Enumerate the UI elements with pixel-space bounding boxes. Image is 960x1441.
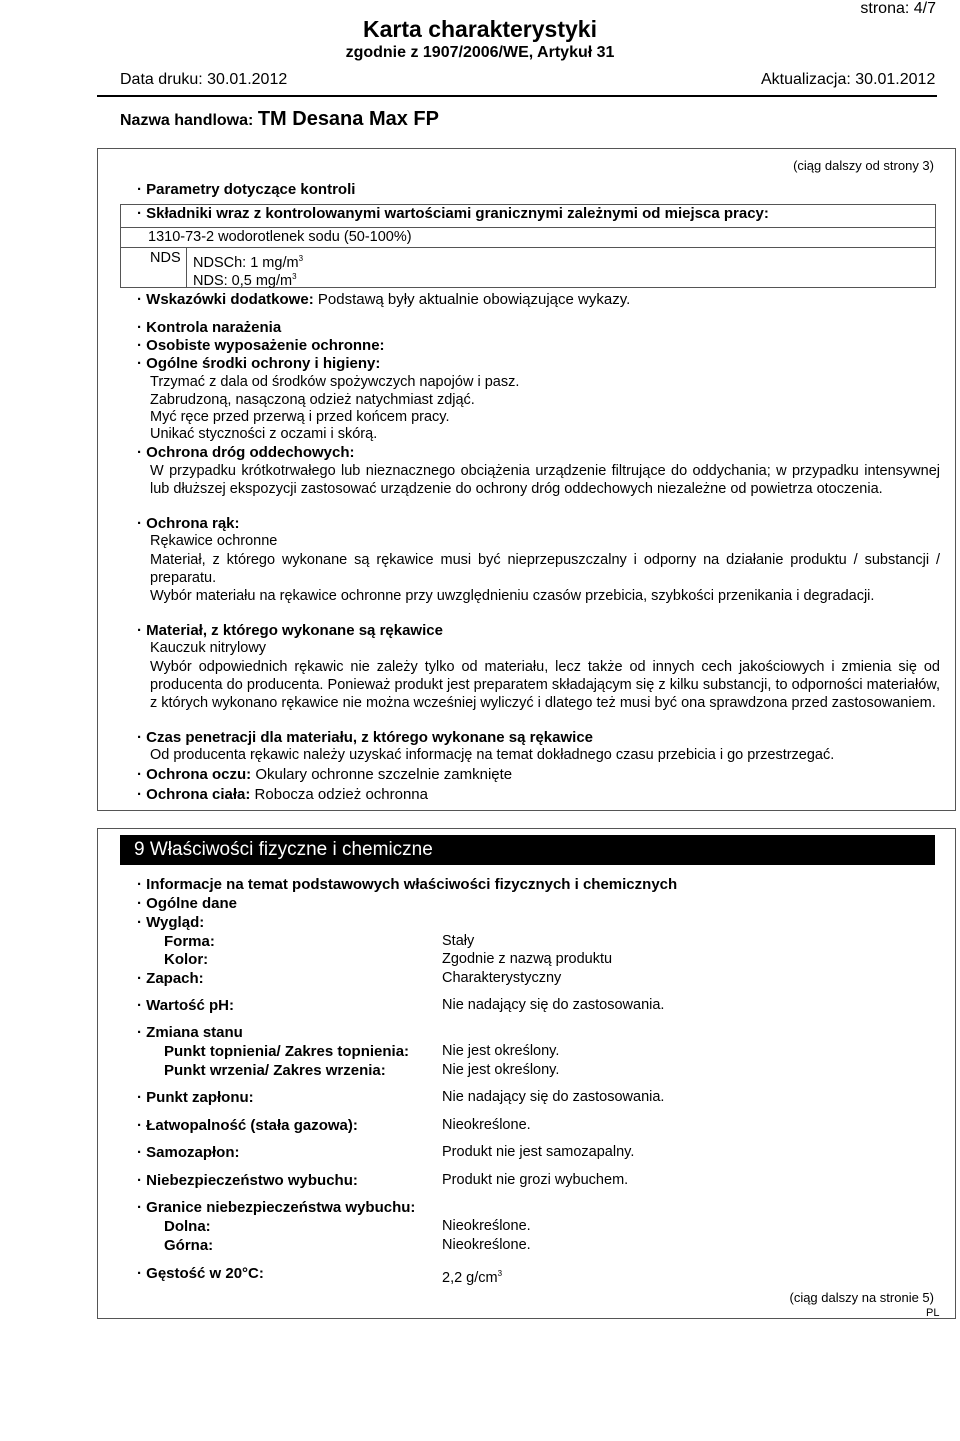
document-title: Karta charakterystyki xyxy=(363,16,597,42)
continued-to: (ciąg dalszy na stronie 5) xyxy=(789,1290,934,1305)
table-divider xyxy=(120,247,936,248)
melting-label: Punkt topnienia/ Zakres topnienia: xyxy=(164,1043,410,1060)
glove-material-heading: · Materiał, z którego wykonane są rękawice xyxy=(137,622,443,639)
hand-protection-text: Materiał, z którego wykonane są rękawice musi być nieprzepuszczalny i odporny na działanie produktu / substancji / preparatu. xyxy=(150,552,940,586)
page-number: strona: 4/7 xyxy=(860,0,936,17)
ph-value: Nie nadający się do zastosowania. xyxy=(442,997,665,1013)
respiratory-protection-heading: · Ochrona dróg oddechowych: xyxy=(137,444,355,461)
explosion-hazard-value: Produkt nie grozi wybuchem. xyxy=(442,1172,629,1188)
hygiene-line: Unikać styczności z oczami i skórą. xyxy=(150,426,378,442)
density-label: · Gęstość w 20°C: xyxy=(137,1265,264,1282)
penetration-time-heading: · Czas penetracji dla materiału, z którego wykonane są rękawice xyxy=(137,729,594,746)
lower-limit-label: Dolna: xyxy=(164,1218,211,1235)
trade-name-label: Nazwa handlowa: xyxy=(120,112,254,129)
table-divider xyxy=(186,248,187,288)
basic-info-heading: · Informacje na temat podstawowych właściwości fizycznych i chemicznych xyxy=(137,876,678,893)
boiling-label: Punkt wrzenia/ Zakres wrzenia: xyxy=(164,1062,386,1079)
explosion-limits-heading: · Granice niebezpieczeństwa wybuchu: xyxy=(137,1199,416,1216)
penetration-time-text: Od producenta rękawic należy uzyskać informację na temat dokładnego czasu przebicia i go przestrzegać. xyxy=(150,747,835,763)
ingredients-heading: · Składniki wraz z kontrolowanymi wartościami granicznymi zależnymi od miejsca pracy: xyxy=(137,205,769,222)
print-date: Data druku: 30.01.2012 xyxy=(120,71,288,88)
glove-material-value: Kauczuk nitrylowy xyxy=(150,640,267,656)
section-9-title-bar xyxy=(120,835,935,865)
flash-point-value: Nie nadający się do zastosowania. xyxy=(442,1089,665,1105)
eye-protection: · Ochrona oczu: Okulary ochronne szczelnie zamknięte xyxy=(137,766,513,783)
hand-protection-text: Wybór materiału na rękawice ochronne przy uwzględnieniu czasów przebicia, szybkości przenikania i degradacji. xyxy=(150,588,875,604)
boiling-value: Nie jest określony. xyxy=(442,1062,560,1078)
update-date: Aktualizacja: 30.01.2012 xyxy=(761,71,936,88)
respiratory-protection-text: W przypadku krótkotrwałego lub nieznacznego obciążenia urządzenie filtrujące do oddychania; w przypadku intensywnej lub dłuższej ekspozycji zastosować urządzenie do ochrony dróg oddechowych niezależne od powietrza otoczenia. xyxy=(150,463,940,497)
glove-material-text: Wybór odpowiednich rękawic nie zależy tylko od materiału, lecz także od innych cech jakościowych i zmienia się od producenta do producenta. Ponieważ produkt jest preparatem składającym się z kilku substancji, to odporności materiałów, z których wykonano rękawice nie można wcześniej wyliczyć i dlatego też musi być ona sprawdzona przed zastosowaniem. xyxy=(150,659,940,711)
document-subtitle: zgodnie z 1907/2006/WE, Artykuł 31 xyxy=(345,44,615,61)
body-protection: · Ochrona ciała: Robocza odzież ochronna xyxy=(137,786,428,803)
language-code: PL xyxy=(926,1307,940,1319)
general-data-heading: · Ogólne dane xyxy=(137,895,238,912)
ph-label: · Wartość pH: xyxy=(137,997,234,1014)
upper-limit-label: Górna: xyxy=(164,1237,214,1254)
explosion-hazard-label: · Niebezpieczeństwo wybuchu: xyxy=(137,1172,358,1189)
trade-name xyxy=(120,108,439,131)
continued-from: (ciąg dalszy od strony 3) xyxy=(793,158,934,173)
density-value: 2,2 $g/cm^3$ xyxy=(442,1269,503,1286)
melting-value: Nie jest określony. xyxy=(442,1043,560,1059)
nds-value: NDS: 0,5 $mg/m^3$ xyxy=(193,272,297,289)
lower-limit-value: Nieokreślone. xyxy=(442,1218,531,1234)
hand-protection-heading: · Ochrona rąk: xyxy=(137,515,240,532)
flammability-value: Nieokreślone. xyxy=(442,1117,531,1133)
autoignition-value: Produkt nie jest samozapalny. xyxy=(442,1144,635,1160)
hygiene-line: Myć ręce przed przerwą i przed końcem pracy. xyxy=(150,409,450,425)
odor-value: Charakterystyczny xyxy=(442,970,562,986)
hygiene-line: Trzymać z dala od środków spożywczych napojów i pasz. xyxy=(150,374,520,390)
appearance-heading: · Wygląd: xyxy=(137,914,205,931)
control-parameters-heading: · Parametry dotyczące kontroli xyxy=(137,181,356,198)
flammability-label: · Łatwopalność (stała gazowa): xyxy=(137,1117,358,1134)
general-hygiene-heading: · Ogólne środki ochrony i higieny: xyxy=(137,355,381,372)
autoignition-label: · Samozapłon: xyxy=(137,1144,240,1161)
trade-name-value: TM Desana Max FP xyxy=(257,108,439,130)
nds-label: NDS xyxy=(150,250,181,266)
hand-protection-line: Rękawice ochronne xyxy=(150,533,278,549)
color-label: Kolor: xyxy=(164,951,209,968)
flash-point-label: · Punkt zapłonu: xyxy=(137,1089,254,1106)
upper-limit-value: Nieokreślone. xyxy=(442,1237,531,1253)
ndsch-value: NDSCh: 1 $mg/m^3$ xyxy=(193,254,304,271)
state-change-heading: · Zmiana stanu xyxy=(137,1024,243,1041)
color-value: Zgodnie z nazwą produktu xyxy=(442,951,613,967)
exposure-control-heading: · Kontrola narażenia xyxy=(137,319,282,336)
form-label: Forma: xyxy=(164,933,215,950)
ppe-heading: · Osobiste wyposażenie ochronne: xyxy=(137,337,385,354)
substance-name: 1310-73-2 wodorotlenek sodu (50-100%) xyxy=(148,229,412,245)
additional-hints: · Wskazówki dodatkowe: Podstawą były aktualnie obowiązujące wykazy. xyxy=(137,291,631,308)
header-divider xyxy=(97,95,937,97)
hygiene-line: Zabrudzoną, nasączoną odzież natychmiast zdjąć. xyxy=(150,392,475,408)
section-9-title: 9 Właściwości fizyczne i chemiczne xyxy=(134,839,433,860)
table-divider xyxy=(120,227,936,228)
form-value: Stały xyxy=(442,933,475,949)
odor-label: · Zapach: xyxy=(137,970,204,987)
